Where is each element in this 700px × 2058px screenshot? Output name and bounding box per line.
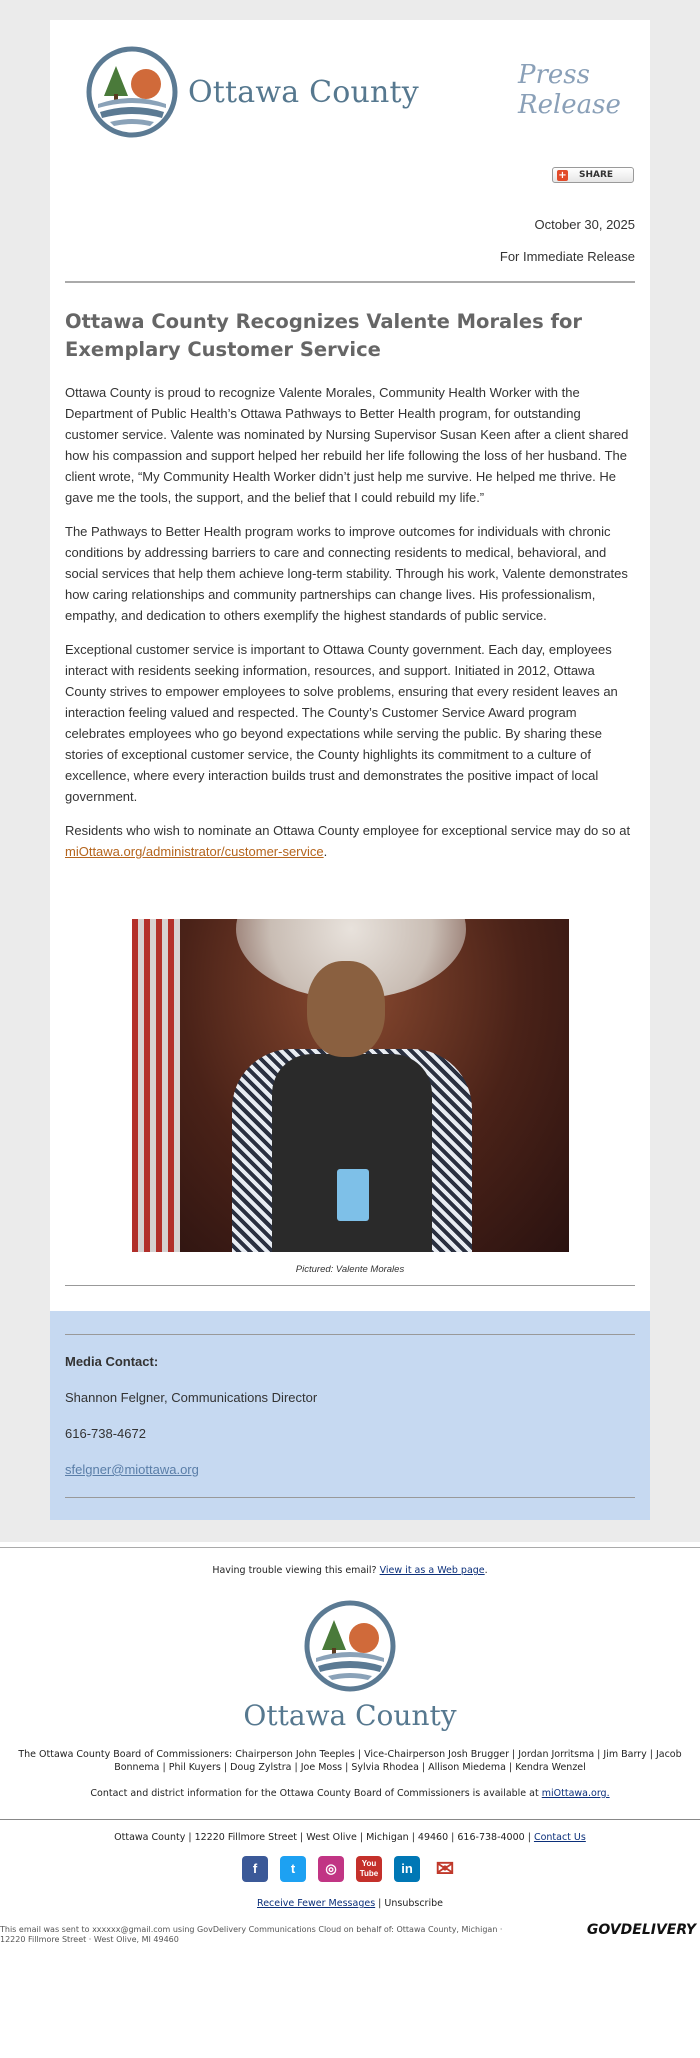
linkedin-icon[interactable]: in bbox=[394, 1856, 420, 1882]
share-button[interactable] bbox=[552, 167, 634, 183]
trouble-text: Having trouble viewing this email? bbox=[212, 1565, 380, 1576]
address-line bbox=[0, 1832, 700, 1843]
contact-info-text: Contact and district information for the Ottawa County Board of Commissioners is available at bbox=[90, 1788, 542, 1799]
media-contact-label: Media Contact: bbox=[65, 1354, 159, 1369]
contact-name: Shannon Felgner, Communications Director bbox=[65, 1390, 318, 1405]
release-meta bbox=[50, 199, 650, 264]
article-paragraph-1: Ottawa County is proud to recognize Valente Morales, Community Health Worker with the Department of Public Health’s Ottawa Pathways to Better Health program, for outstanding customer service. Valente was nominated by Nursing Supervisor Susan Keen after a client shared how his compassion and support helped her rebuild her life following the loss of her husband. The client wrote, “My Community Health Worker didn’t just help me survive. He helped me thrive. He gave me the tools, the support, and the belief that I could rebuild my life.” bbox=[65, 385, 629, 505]
youtube-icon[interactable]: You Tube bbox=[356, 1856, 382, 1882]
contact-email-link[interactable]: sfelgner@miottawa.org bbox=[65, 1462, 199, 1477]
board-members: The Ottawa County Board of Commissioners: Chairperson John Teeples | Vice-Chairperson Josh Brugger | Jordan Jorritsma | Jim Barry | Jacob Bonnema | Phil Kuyers | Doug Zylstra | Joe Moss | Sylvia Rhodea | Allison Miedema | Kendra Wenzel bbox=[18, 1749, 682, 1773]
photo-caption: Pictured: Valente Morales bbox=[295, 1264, 405, 1275]
press-line-1: Press bbox=[518, 60, 590, 90]
article-paragraph-4 bbox=[65, 820, 635, 862]
view-web-page-link[interactable]: View it as a Web page bbox=[379, 1565, 485, 1576]
trouble-end: . bbox=[484, 1565, 488, 1576]
link-separator: | bbox=[375, 1898, 385, 1909]
social-links bbox=[0, 1856, 700, 1882]
subscription-links bbox=[0, 1898, 700, 1909]
press-release-label bbox=[518, 60, 621, 120]
address-text: Ottawa County | 12220 Fillmore Street | West Olive | Michigan | 49460 | 616-738-4000 | bbox=[114, 1832, 534, 1843]
miottawa-link[interactable]: miOttawa.org. bbox=[541, 1788, 610, 1799]
valente-morales-photo bbox=[132, 919, 569, 1252]
press-line-2: Release bbox=[518, 90, 621, 120]
sent-notice bbox=[0, 1922, 700, 1955]
nominate-text: Residents who wish to nominate an Ottawa County employee for exceptional service may do so at bbox=[65, 823, 631, 838]
twitter-icon[interactable]: t bbox=[280, 1856, 306, 1882]
contact-us-link[interactable]: Contact Us bbox=[533, 1832, 586, 1843]
share-row bbox=[50, 165, 650, 199]
share-label: SHARE bbox=[579, 170, 614, 180]
email-subscribe-icon[interactable]: ✉ bbox=[432, 1856, 458, 1882]
sent-line-1: This email was sent to xxxxxx@gmail.com using GovDelivery Communications Cloud on behalf of: Ottawa County, Michigan · bbox=[0, 1925, 503, 1934]
award-trophy-icon bbox=[337, 1169, 369, 1221]
footer bbox=[0, 1548, 700, 1955]
divider bbox=[65, 281, 635, 283]
header bbox=[50, 20, 650, 165]
footer-logo[interactable] bbox=[240, 1600, 460, 1732]
divider bbox=[0, 1819, 700, 1820]
article-paragraph-3: Exceptional customer service is important to Ottawa County government. Each day, employees interact with residents seeking information, resources, and support. Initiated in 2012, Ottawa County strives to empower employees to solve problems, ensuring that every resident leaves an interaction feeling valued and respected. The County’s Customer Service Award program celebrates employees who go beyond expectations while serving the public. By sharing these stories of exceptional customer service, the County highlights its commitment to a culture of excellence, where every interaction builds trust and demonstrates the positive impact of local government. bbox=[65, 642, 618, 804]
ottawa-county-logo[interactable] bbox=[86, 46, 419, 138]
contact-info bbox=[0, 1788, 700, 1799]
person-head bbox=[307, 961, 385, 1057]
county-seal-icon bbox=[86, 46, 178, 138]
divider bbox=[65, 1285, 635, 1286]
unsubscribe-link[interactable]: Unsubscribe bbox=[384, 1898, 443, 1909]
article-title: Ottawa County Recognizes Valente Morales for Exemplary Customer Service bbox=[65, 310, 583, 361]
email-card bbox=[50, 20, 650, 1520]
footer-logo-text: Ottawa County bbox=[243, 1699, 457, 1732]
instagram-icon[interactable]: ◎ bbox=[318, 1856, 344, 1882]
divider bbox=[65, 1334, 635, 1335]
trouble-viewing bbox=[0, 1548, 700, 1576]
release-date: October 30, 2025 bbox=[534, 217, 635, 232]
media-contact-box bbox=[50, 1311, 650, 1520]
article-paragraph-2: The Pathways to Better Health program works to improve outcomes for individuals with chronic conditions by addressing barriers to care and connecting residents to medical, behavioral, and social services that help them achieve long-term stability. Through his work, Valente demonstrates how caring relationships and community partnerships can change lives. His professionalism, empathy, and dedication to others exemplify the highest standards of public service. bbox=[65, 524, 628, 623]
person-vest bbox=[272, 1054, 432, 1252]
plus-icon: + bbox=[558, 169, 567, 181]
facebook-icon[interactable]: f bbox=[242, 1856, 268, 1882]
receive-fewer-messages-link[interactable]: Receive Fewer Messages bbox=[257, 1898, 376, 1909]
customer-service-link[interactable]: miOttawa.org/administrator/customer-service bbox=[65, 844, 324, 859]
divider bbox=[65, 1497, 635, 1498]
nominate-end: . bbox=[323, 844, 328, 859]
govdelivery-logo[interactable]: GOVDELIVERY bbox=[586, 1922, 696, 1938]
article bbox=[50, 308, 650, 1275]
org-name: Ottawa County bbox=[188, 74, 419, 110]
sent-line-2: 12220 Fillmore Street · West Olive, MI 49460 bbox=[0, 1935, 179, 1944]
flag-icon bbox=[132, 919, 180, 1252]
release-note: For Immediate Release bbox=[499, 249, 635, 264]
county-seal-icon bbox=[304, 1600, 396, 1692]
contact-phone: 616-738-4672 bbox=[65, 1426, 146, 1441]
